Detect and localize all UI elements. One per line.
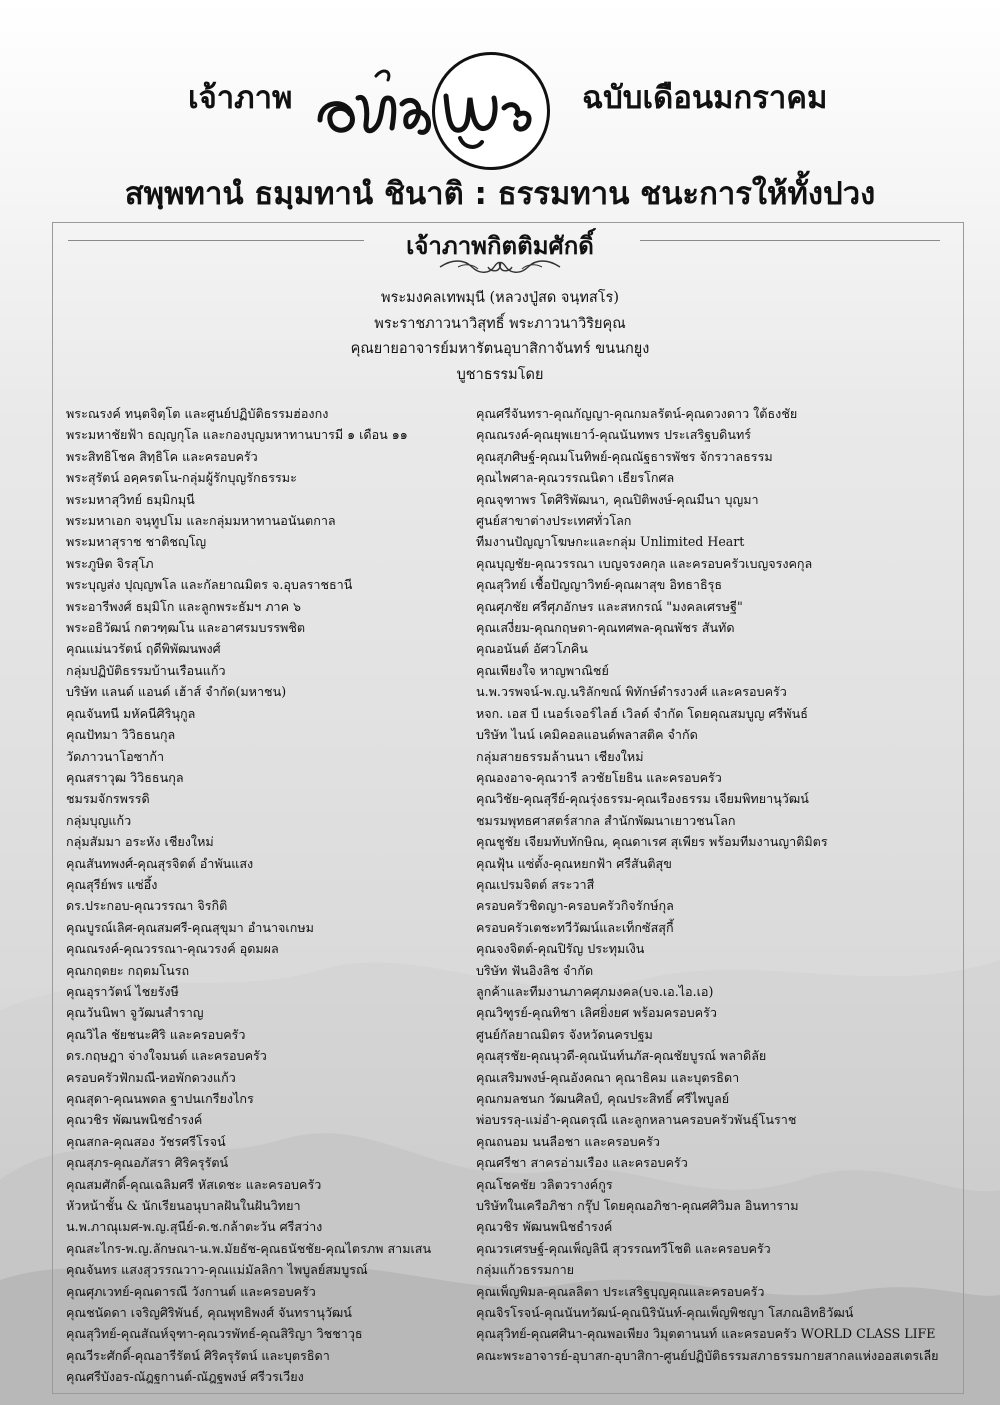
donor-item: คุณณรงค์-คุณยุพเยาว์-คุณนันทพร ประเสริฐบดินทร์: [476, 427, 752, 443]
donor-item: คุณวชิร พัฒนพนิชธำรงค์: [66, 1112, 203, 1128]
donor-item: คุณอนันต์ อัศวโภคิน: [476, 641, 588, 657]
donor-item: บริษัทในเครือภิชา กรุ๊ป โดยคุณอภิชา-คุณศศิวิมล อินทาราม: [476, 1198, 799, 1214]
donor-item: คุณวรเศรษฐ์-คุณเพ็ญลินี สุวรรณทวีโชติ และครอบครัว: [476, 1240, 771, 1256]
donor-item: คุณเสริมพงษ์-คุณอังคณา คุณาธิคม และบุตรธิดา: [476, 1069, 740, 1085]
donor-item: พระณรงค์ ทนฺตจิตฺโต และศูนย์ปฏิบัติธรรมฮ่องกง: [66, 406, 329, 421]
donor-item: คุณวิไล ชัยชนะศิริ และครอบครัว: [66, 1026, 246, 1042]
donor-item: คุณโชคชัย วลิตวรางค์กูร: [476, 1176, 613, 1192]
donor-item: พระภูษิต จิรสุโภ: [66, 555, 154, 571]
donor-item: คุณวิฑูรย์-คุณทิชา เลิศยิ่งยศ พร้อมครอบครัว: [476, 1005, 717, 1021]
donor-item: พระมหาชัยฟ้า ธญฺญกุโล และกองบุญมหาทานบารมี ๑ เดือน ๑๑: [66, 427, 408, 443]
donor-list-right: [476, 403, 976, 1366]
donor-item: กลุ่มสัมมา อระหัง เชียงใหม่: [66, 834, 214, 850]
donor-item: คุณศรีบังอร-ณัฎฐกานต์-ณัฎฐพงษ์ ศรีวรเวียง: [66, 1369, 304, 1385]
donor-item: ลูกค้าและทีมงานภาคศุภมงคล(บจ.เอ.ไอ.เอ): [476, 983, 714, 999]
header-left-text: เจ้าภาพ: [188, 80, 293, 116]
donor-item: คุณปัทมา วิวิธธนกุล: [66, 727, 176, 743]
donor-item: คุณสะไกร-พ.ญ.ลักษณา-น.พ.มัยธัช-คุณธนัชชัย-คุณไตรภพ สามเสน: [66, 1240, 432, 1256]
donor-item: พระสิทธิโชค สิทฺธิโค และครอบครัว: [66, 448, 258, 464]
donor-item: คุณสุรชัย-คุณนุวดี-คุณนันท์นภัส-คุณชัยบูรณ์ พลาดิลัย: [476, 1048, 767, 1064]
donor-item: คุณสมศักดิ์-คุณเฉลิมศรี หัสเดชะ และครอบครัว: [66, 1176, 322, 1192]
donor-item: คุณเพ็ญพิมล-คุณลลิตา ประเสริฐบุญคุณและครอบครัว: [476, 1283, 765, 1299]
donor-item: คุณเปรมจิตต์ สระวาสี: [476, 876, 595, 892]
donor-item: หัวหน้าชั้น & นักเรียนอนุบาลฝันในฝันวิทยา: [66, 1198, 301, 1214]
donor-item: คุณองอาจ-คุณวารี ลวชัยโยธิน และครอบครัว: [476, 769, 722, 785]
donor-item: ชมรมจักรพรรดิ: [66, 791, 150, 807]
donor-item: พ่อบรรลุ-แม่อำ-คุณดรุณี และลูกหลานครอบครัวพันธุ์โนราช: [476, 1112, 797, 1128]
donor-item: คุณแม่นวรัตน์ ฤดีพิพัฒนพงศ์: [66, 641, 221, 657]
donor-item: ศูนย์สาขาต่างประเทศทั่วโลก: [476, 513, 632, 529]
donor-item: กลุ่มสายธรรมล้านนา เชียงใหม่: [476, 748, 644, 764]
donor-item: กลุ่มบุญแก้ว: [66, 812, 132, 828]
donor-item: ครอบครัวชิดญา-ครอบครัวกิจรักษ์กุล: [476, 898, 674, 914]
donor-item: กลุ่มปฏิบัติธรรมบ้านเรือนแก้ว: [66, 662, 226, 678]
donor-item: บริษัท แลนด์ แอนด์ เฮ้าส์ จำกัด(มหาชน): [66, 684, 287, 700]
donor-item: คุณอุราวัตน์ ไชยรังษี: [66, 983, 179, 999]
donor-item: คุณวันนิพา จูวัฒนสำราญ: [66, 1005, 204, 1021]
donor-item: พระมหาสุราช ชาติชญฺโญ: [66, 534, 207, 550]
donor-item: พระสุรัตน์ อคฺครตโน-กลุ่มผู้รักบุญรักธรรมะ: [66, 470, 297, 486]
donor-item: คุณศรีจันทรา-คุณกัญญา-คุณกมลรัตน์-คุณดวงดาว ใต้ธงชัย: [476, 406, 798, 421]
donor-item: ชมรมพุทธศาสตร์สากล สำนักพัฒนาเยาวชนโลก: [476, 812, 736, 828]
donor-item: คุณกมลชนก วัฒนศิลป์, คุณประสิทธิ์ ศรีไพบูลย์: [476, 1091, 730, 1106]
donor-item: พระอารีพงศ์ ธมฺมิโก และลูกพระธัมฯ ภาค ๖: [66, 598, 301, 614]
donor-item: คุณชูชัย เจียมทับทักษิณ, คุณดาเรศ สุเพียร พร้อมทีมงานญาติมิตร: [476, 834, 828, 850]
title-rule-right: [640, 240, 940, 241]
donor-item: คุณบุญชัย-คุณวรรณา เบญจรงคกุล และครอบครัวเบญจรงคกุล: [476, 555, 813, 571]
donor-item: คุณบูรณ์เลิศ-คุณสมศรี-คุณสุขุมา อำนาจเกษม: [66, 919, 314, 935]
header-right-text: ฉบับเดือนมกราคม: [582, 80, 828, 116]
donor-item: คุณจิรโรจน์-คุณนันทวัฒน์-คุณนิรินันท์-คุณเพ็ญพิชญา โสภณอิทธิวัฒน์: [476, 1305, 854, 1321]
donor-item: คุณไพศาล-คุณวรรณนิดา เธียรโกศล: [476, 470, 675, 486]
dedication-line: พระมงคลเทพมุนี (หลวงปู่สด จนฺทสโร): [381, 290, 619, 306]
donor-item: คุณเสงี่ยม-คุณกฤษดา-คุณทศพล-คุณพัชร สันทัด: [476, 620, 735, 636]
donor-item: คุณสราวุฒ วิวิธธนกุล: [66, 769, 184, 785]
donor-item: น.พ.วรพจน์-พ.ญ.นริลักขณ์ พิทักษ์ดำรงวงศ์ และครอบครัว: [476, 684, 787, 700]
header: [0, 0, 1000, 170]
donor-item: คุณถนอม นนลือชา และครอบครัว: [476, 1133, 660, 1149]
donor-item: คุณศรีชา สาครอ่ามเรือง และครอบครัว: [476, 1155, 688, 1171]
donor-item: คุณจงจิตต์-คุณปิรัญ ประทุมเงิน: [476, 941, 645, 957]
donor-item: คุณสันทพงศ์-คุณสุรจิตต์ อำพันแสง: [66, 855, 254, 871]
donor-item: คุณวิชัย-คุณสุรีย์-คุณรุ่งธรรม-คุณเรืองธรรม เจียมพิทยานุวัฒน์: [476, 791, 809, 807]
donor-item: คุณวชิร พัฒนพนิชธำรงค์: [476, 1219, 613, 1235]
donor-item: น.พ.ภาณุเมศ-พ.ญ.สุนีย์-ด.ช.กล้าตะวัน ศรีสว่าง: [66, 1219, 323, 1235]
donor-item: พระบุญส่ง ปุญฺญพโล และกัลยาณมิตร จ.อุบลราชธานี: [66, 577, 353, 593]
donor-item: หจก. เอส บี เนอร์เจอร์ไลฮ์ เวิลด์ จำกัด โดยคุณสมบูญ ศรีพันธ์: [476, 705, 808, 721]
motto-heading: สพฺพทานํ ธมฺมทานํ ชินาติ : ธรรมทาน ชนะการให้ทั้งปวง: [124, 176, 876, 212]
donor-item: ครอบครัวฟักมณี-หอพักดวงแก้ว: [66, 1069, 236, 1085]
logo-calligraphy: [310, 58, 560, 158]
donor-item: คุณสุรีย์พร แซ่อึ้ง: [66, 876, 158, 892]
donor-item: ดร.ประกอบ-คุณวรรณา จิรกิติ: [66, 898, 228, 914]
ornament-divider: [438, 259, 562, 275]
donor-item: คุณณรงค์-คุณวรรณา-คุณวรงค์ อุดมผล: [66, 941, 279, 957]
donor-item: คุณเพียงใจ หาญพาณิชย์: [476, 662, 609, 678]
donor-item: คุณกฤตยะ กฤตมโนรถ: [66, 962, 190, 978]
donor-item: กลุ่มแก้วธรรมกาย: [476, 1262, 575, 1278]
donor-item: พระมหาเอก จนฺทูปโม และกลุ่มมหาทานอนันตกาล: [66, 513, 336, 529]
donor-item: พระอธิวัฒน์ กตวฑฺฒโน และอาศรมบรรพชิต: [66, 620, 306, 636]
section-title: เจ้าภาพกิตติมศักดิ์: [406, 232, 594, 260]
donor-item: คุณสุภศิษฐ์-คุณมโนทิพย์-คุณณัฐธารพัชร จักรวาลธรรม: [476, 448, 773, 464]
dedication-line: บูชาธรรมโดย: [456, 366, 544, 383]
donor-item: คุณศุภเวทย์-คุณดารณี วังกานต์ และครอบครัว: [66, 1283, 316, 1299]
donor-item: คุณสกล-คุณสอง วัชรศรีโรจน์: [66, 1133, 226, 1149]
donor-item: คุณสุวิทย์-คุณสัณห์จุฑา-คุณวรพัทธ์-คุณสิริญา วิชชาวุธ: [66, 1326, 363, 1342]
dedication-line: คุณยายอาจารย์มหารัตนอุบาสิกาจันทร์ ขนนกยูง: [350, 341, 650, 357]
donor-item: ศูนย์กัลยาณมิตร จังหวัดนครปฐม: [476, 1026, 653, 1042]
donor-item: คุณสุวิทย์-คุณศศินา-คุณพอเพียง วิมุตตานนท์ และครอบครัว WORLD CLASS LIFE: [476, 1326, 936, 1342]
donor-item: คุณฟุ้น แซ่ตั้ง-คุณหยกฟ้า ศรีสันติสุข: [476, 855, 672, 871]
donor-item: บริษัท ฟันอิงลิช จำกัด: [476, 962, 594, 978]
donor-item: คุณสุวิทย์ เชื้อปัญญาวิทย์-คุณผาสุข อิทธาธิรุธ: [476, 577, 723, 593]
donor-item: คุณศุภชัย ศรีศุภอักษร และสหกรณ์ "มงคลเศรษฐี": [476, 598, 743, 614]
donor-item: คุณจุฑาพร โตศิริพัฒนา, คุณปิติพงษ์-คุณมีนา บุญมา: [476, 491, 759, 507]
donor-item: คุณจันทร แสงสุวรรณวาว-คุณแม่มัลลิกา ไพบูลย์สมบูรณ์: [66, 1262, 368, 1278]
donor-item: คุณสุดา-คุณนพดล ฐาปนเกรียงไกร: [66, 1091, 254, 1106]
donor-item: คุณชนัดดา เจริญศิริพันธ์, คุณพุทธิพงศ์ จันทรานุวัฒน์: [66, 1305, 352, 1321]
donor-item: คุณสุภร-คุณอภัสรา ศิริครุรัตน์: [66, 1155, 229, 1171]
dedication-line: พระราชภาวนาวิสุทธิ์ พระภาวนาวิริยคุณ: [374, 315, 626, 332]
donor-item: ดร.กฤษฎา จ่างใจมนต์ และครอบครัว: [66, 1048, 267, 1064]
donor-item: พระมหาสุวิทย์ ธมฺมิกมุนี: [66, 491, 195, 507]
donor-list-left: [66, 403, 486, 1388]
dedication-block: [0, 286, 1000, 388]
donor-item: ครอบครัวเตชะทวีวัฒน์และเท็กซัสสุกี้: [476, 919, 674, 935]
donor-item: คณะพระอาจารย์-อุบาสก-อุบาสิกา-ศูนย์ปฏิบัติธรรมสภาธรรมกายสากลแห่งออสเตรเลีย: [476, 1347, 939, 1363]
donor-item: ทีมงานปัญญาโฆษกะและกลุ่ม Unlimited Heart: [476, 534, 745, 550]
donor-item: วัดภาวนาโอซาก้า: [66, 748, 165, 764]
donor-item: บริษัท ไนน์ เคมิคอลแอนด์พลาสติค จำกัด: [476, 727, 698, 743]
donor-item: คุณวีระศักดิ์-คุณอารีรัตน์ ศิริครุรัตน์ และบุตรธิดา: [66, 1347, 330, 1363]
donor-item: คุณจันทนี มหัคนีศิรินุกูล: [66, 705, 196, 721]
